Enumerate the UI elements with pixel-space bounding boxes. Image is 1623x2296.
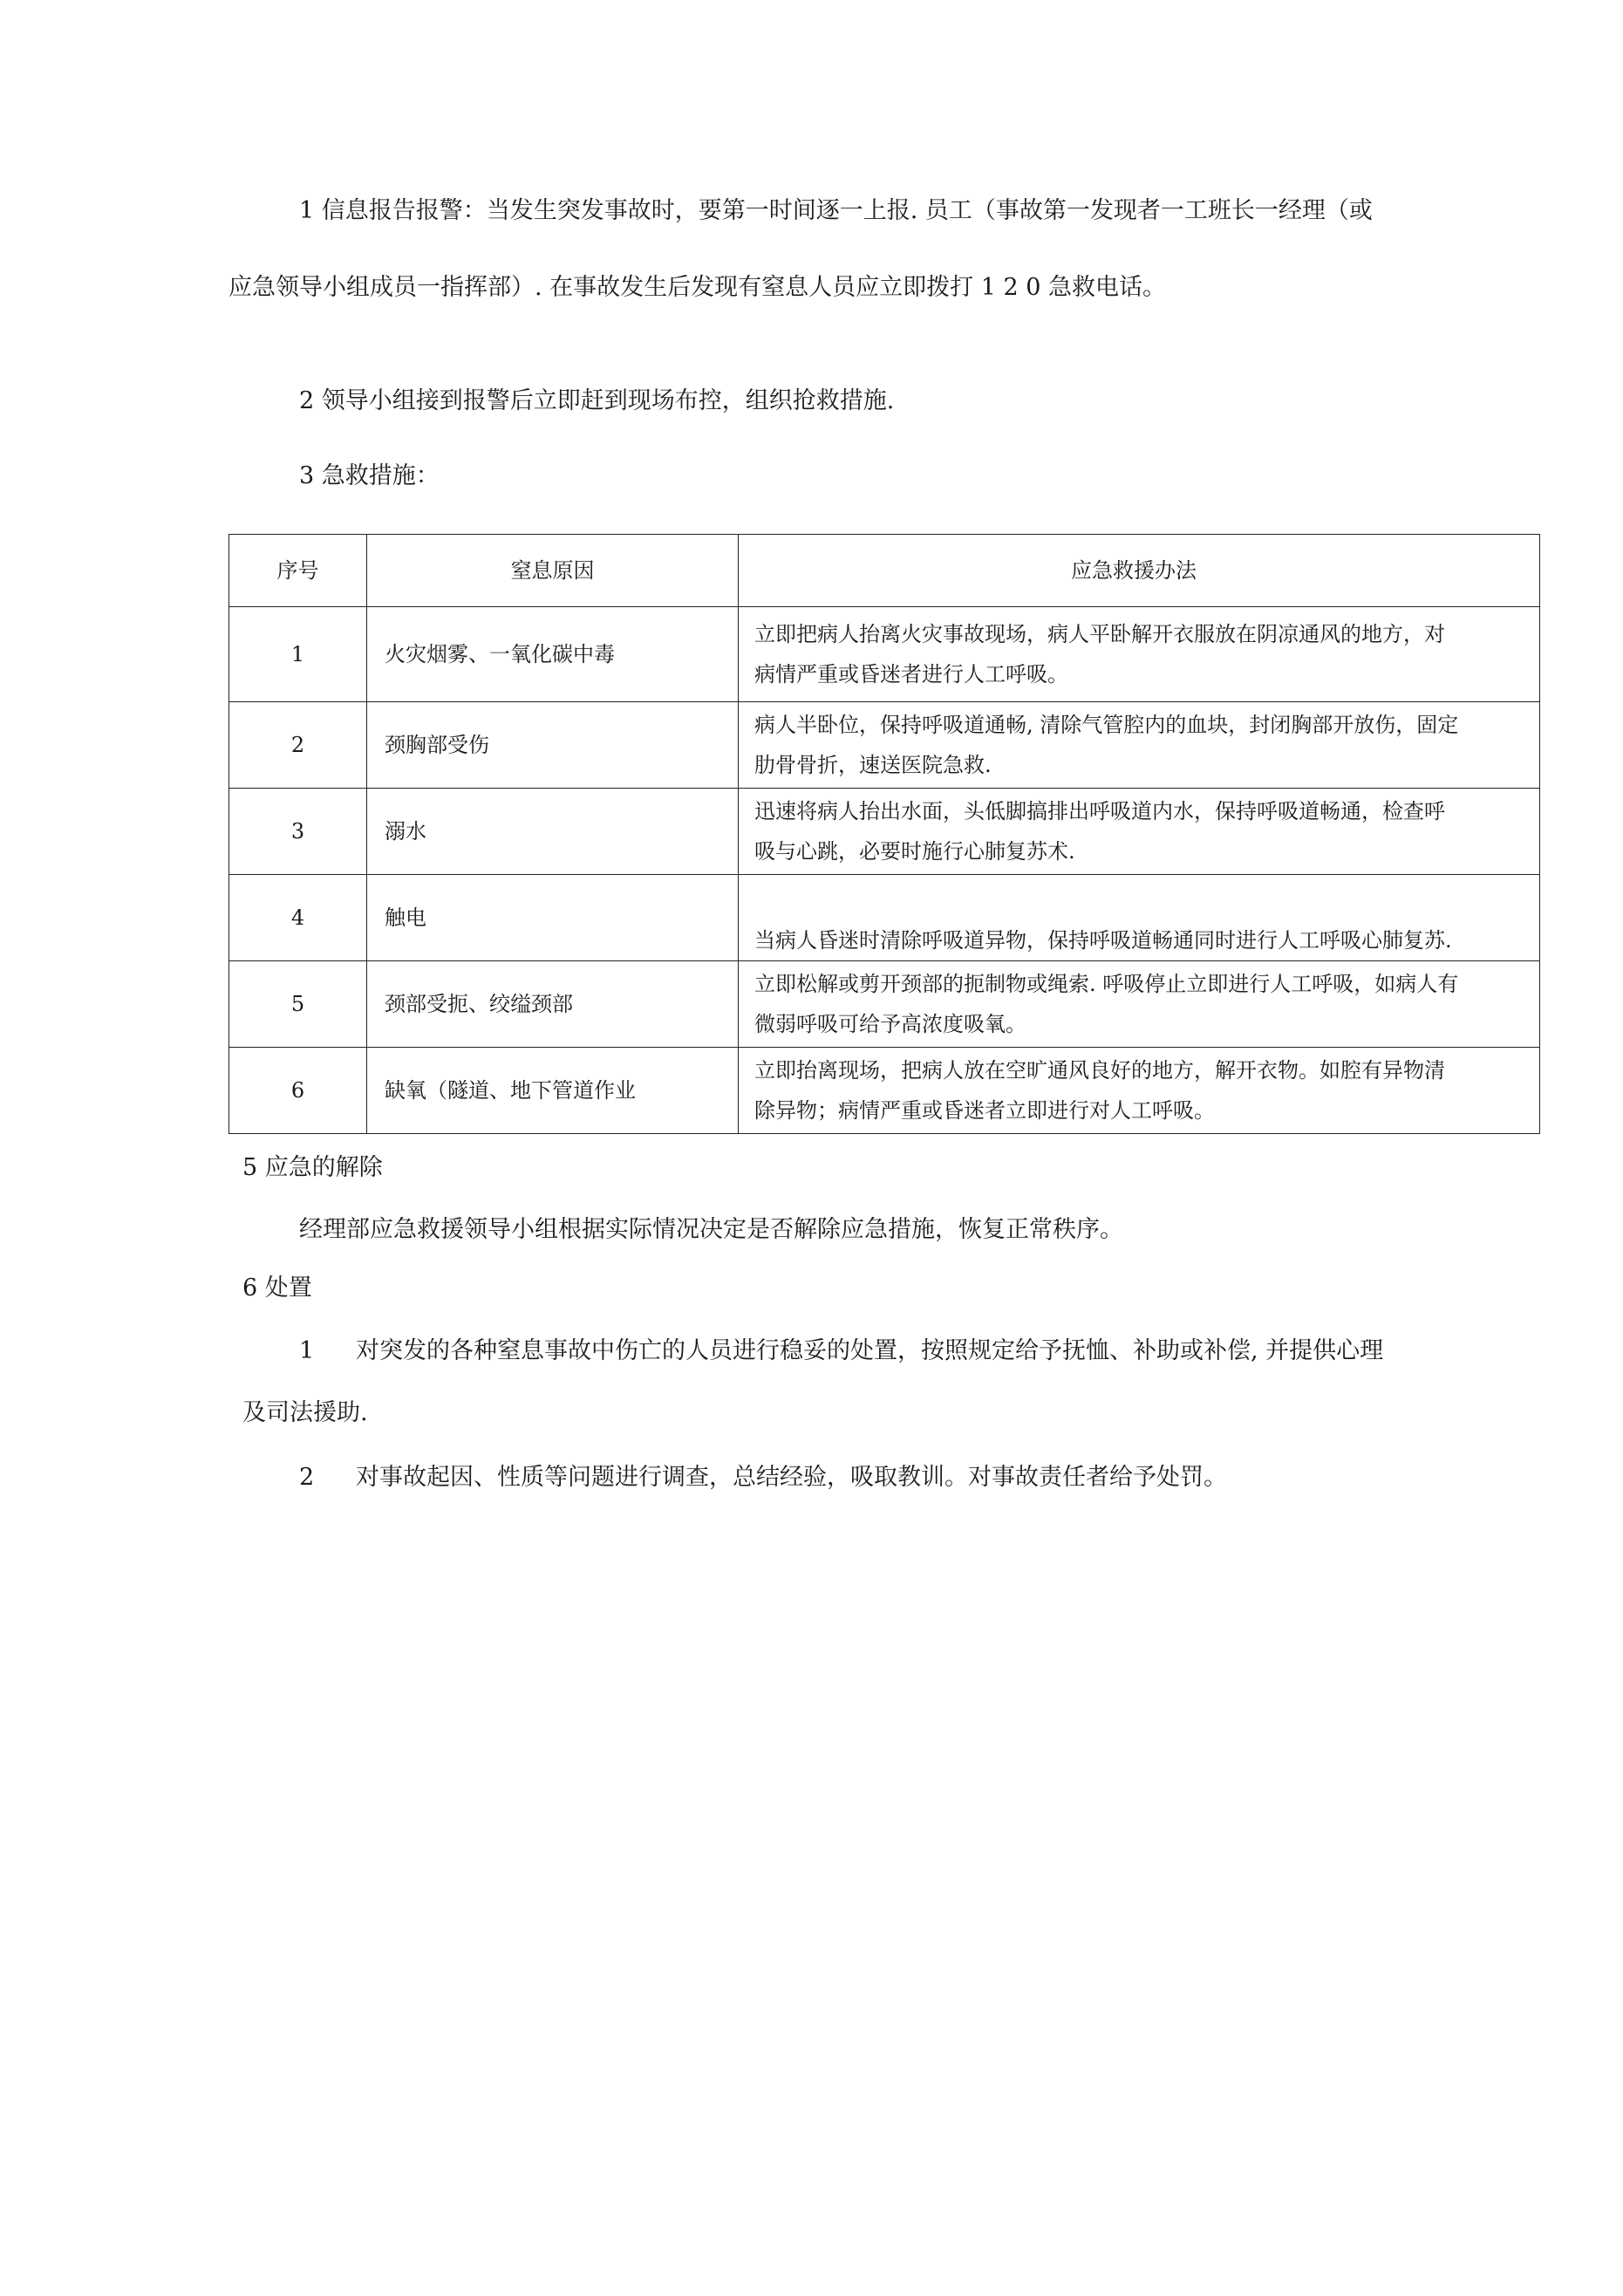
paragraph-1-line-1: 1 信息报告报警：当发生突发事故时，要第一时间逐一上报. 员工（事故第一发现者一工班长一经理（或 xyxy=(299,197,1373,224)
section-5-body: 经理部应急救援领导小组根据实际情况决定是否解除应急措施，恢复正常秩序。 xyxy=(299,1216,1123,1243)
row-method xyxy=(739,789,1540,875)
paragraph-1-line-2: 应急领导小组成员一指挥部）. 在事故发生后发现有窒息人员应立即拨打 1 2 0 急救电话。 xyxy=(228,274,1167,301)
row-method xyxy=(739,961,1540,1048)
table-header-row xyxy=(229,535,1540,607)
row-num: 2 xyxy=(229,702,367,789)
header-cause: 窒息原因 xyxy=(367,535,739,607)
table-row xyxy=(229,607,1540,702)
row-method xyxy=(739,1048,1540,1134)
row-method xyxy=(739,875,1540,961)
row-cause: 触电 xyxy=(367,875,739,961)
section-6-item-1-num: 1 xyxy=(299,1337,315,1364)
section-6-item-1-line-2: 及司法援助. xyxy=(242,1399,368,1426)
paragraph-2: 2 领导小组接到报警后立即赶到现场布控，组织抢救措施. xyxy=(299,387,895,414)
row-cause: 溺水 xyxy=(367,789,739,875)
row-num: 5 xyxy=(229,961,367,1048)
row-cause: 颈胸部受伤 xyxy=(367,702,739,789)
section-6-item-2-num: 2 xyxy=(299,1464,315,1491)
row-method-line: 立即松解或剪开颈部的扼制物或绳索. 呼吸停止立即进行人工呼吸，如病人有 xyxy=(754,972,1459,996)
row-num: 3 xyxy=(229,789,367,875)
row-method-line: 病人半卧位，保持呼吸道通畅, 清除气管腔内的血块，封闭胸部开放伤，固定 xyxy=(754,713,1459,737)
table-row xyxy=(229,702,1540,789)
row-method-line: 立即把病人抬离火灾事故现场，病人平卧解开衣服放在阴凉通风的地方，对 xyxy=(754,622,1445,646)
section-6-item-1-line-1: 对突发的各种窒息事故中伤亡的人员进行稳妥的处置，按照规定给予抚恤、补助或补偿, 并提供心理 xyxy=(356,1337,1384,1364)
table-row xyxy=(229,1048,1540,1134)
paragraph-3: 3 急救措施： xyxy=(299,462,440,489)
row-method-line: 肋骨骨折，速送医院急救. xyxy=(754,753,992,777)
row-num: 4 xyxy=(229,875,367,961)
section-6-item-2-text: 对事故起因、性质等问题进行调查，总结经验，吸取教训。对事故责任者给予处罚。 xyxy=(356,1464,1227,1491)
header-num: 序号 xyxy=(229,535,367,607)
row-method-line: 微弱呼吸可给予高浓度吸氧。 xyxy=(754,1012,1026,1036)
row-num: 1 xyxy=(229,607,367,702)
row-method-line: 迅速将病人抬出水面，头低脚搞排出呼吸道内水，保持呼吸道畅通，检查呼 xyxy=(754,799,1445,823)
row-cause: 颈部受扼、绞缢颈部 xyxy=(367,961,739,1048)
header-method: 应急救援办法 xyxy=(739,535,1540,607)
table-row xyxy=(229,875,1540,961)
row-method xyxy=(739,607,1540,702)
row-method-line: 除异物；病情严重或昏迷者立即进行对人工呼吸。 xyxy=(754,1098,1215,1123)
row-num: 6 xyxy=(229,1048,367,1134)
section-5-heading: 5 应急的解除 xyxy=(242,1154,383,1181)
first-aid-table xyxy=(228,534,1540,1134)
table-row xyxy=(229,789,1540,875)
row-method-line: 当病人昏迷时清除呼吸道异物，保持呼吸道畅通同时进行人工呼吸心肺复苏. xyxy=(754,928,1452,953)
row-method-line: 立即抬离现场，把病人放在空旷通风良好的地方，解开衣物。如腔有异物清 xyxy=(754,1058,1445,1083)
row-cause: 缺氧（隧道、地下管道作业 xyxy=(367,1048,739,1134)
row-cause: 火灾烟雾、一氧化碳中毒 xyxy=(367,607,739,702)
row-method-line: 吸与心跳，必要时施行心肺复苏术. xyxy=(754,839,1075,864)
row-method-line: 病情严重或昏迷者进行人工呼吸。 xyxy=(754,662,1068,687)
row-method xyxy=(739,702,1540,789)
table-row xyxy=(229,961,1540,1048)
section-6-heading: 6 处置 xyxy=(242,1274,312,1302)
